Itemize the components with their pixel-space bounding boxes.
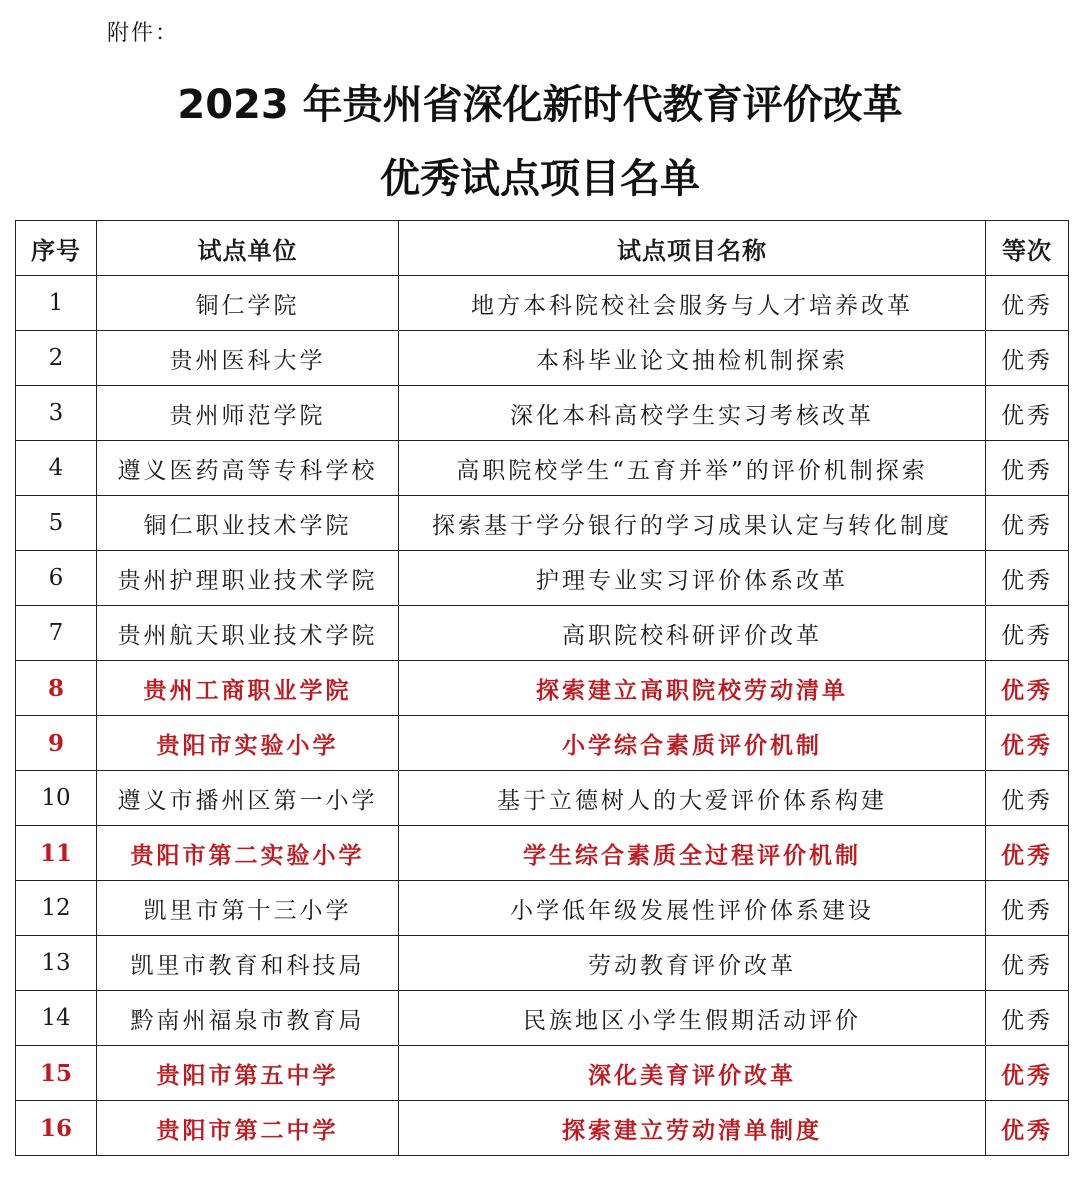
table-body	[16, 276, 1069, 1156]
row-project-name: 民族地区小学生假期活动评价	[399, 991, 986, 1046]
row-pilot-unit: 遵义市播州区第一小学	[97, 771, 399, 826]
table-row	[16, 716, 1069, 771]
table-header-row	[16, 221, 1069, 276]
attachment-label: 附件：	[107, 21, 180, 46]
header-project-name: 试点项目名称	[399, 221, 986, 276]
row-pilot-unit: 遵义医药高等专科学校	[97, 441, 399, 496]
row-pilot-unit: 贵州护理职业技术学院	[97, 551, 399, 606]
row-project-name: 探索建立劳动清单制度	[399, 1101, 986, 1156]
row-pilot-unit: 贵州师范学院	[97, 386, 399, 441]
row-pilot-unit: 贵州工商职业学院	[97, 661, 399, 716]
row-grade: 优秀	[986, 606, 1069, 661]
row-pilot-unit: 贵阳市第二中学	[97, 1101, 399, 1156]
row-project-name: 探索建立高职院校劳动清单	[399, 661, 986, 716]
row-project-name: 基于立德树人的大爱评价体系构建	[399, 771, 986, 826]
row-project-name: 深化美育评价改革	[399, 1046, 986, 1101]
header-serial-number: 序号	[16, 221, 97, 276]
row-serial-number: 12	[16, 881, 97, 936]
row-pilot-unit: 贵州航天职业技术学院	[97, 606, 399, 661]
row-pilot-unit: 凯里市教育和科技局	[97, 936, 399, 991]
row-serial-number: 5	[16, 496, 97, 551]
document-title: 2023 年贵州省深化新时代教育评价改革	[177, 82, 903, 128]
row-project-name: 深化本科高校学生实习考核改革	[399, 386, 986, 441]
row-serial-number: 11	[16, 826, 97, 881]
table-row	[16, 661, 1069, 716]
row-project-name: 学生综合素质全过程评价机制	[399, 826, 986, 881]
row-serial-number: 3	[16, 386, 97, 441]
row-serial-number: 9	[16, 716, 97, 771]
row-pilot-unit: 贵阳市实验小学	[97, 716, 399, 771]
row-serial-number: 15	[16, 1046, 97, 1101]
row-grade: 优秀	[986, 496, 1069, 551]
row-grade: 优秀	[986, 716, 1069, 771]
row-serial-number: 4	[16, 441, 97, 496]
row-serial-number: 2	[16, 331, 97, 386]
row-grade: 优秀	[986, 386, 1069, 441]
row-pilot-unit: 铜仁学院	[97, 276, 399, 331]
row-serial-number: 13	[16, 936, 97, 991]
document-subtitle: 优秀试点项目名单	[380, 156, 700, 202]
header-pilot-unit: 试点单位	[97, 221, 399, 276]
table-row	[16, 551, 1069, 606]
row-pilot-unit: 贵阳市第二实验小学	[97, 826, 399, 881]
table-row	[16, 826, 1069, 881]
row-pilot-unit: 铜仁职业技术学院	[97, 496, 399, 551]
row-project-name: 护理专业实习评价体系改革	[399, 551, 986, 606]
row-project-name: 探索基于学分银行的学习成果认定与转化制度	[399, 496, 986, 551]
row-grade: 优秀	[986, 1046, 1069, 1101]
row-grade: 优秀	[986, 936, 1069, 991]
row-project-name: 地方本科院校社会服务与人才培养改革	[399, 276, 986, 331]
table-row	[16, 606, 1069, 661]
row-serial-number: 16	[16, 1101, 97, 1156]
row-grade: 优秀	[986, 441, 1069, 496]
table-row	[16, 441, 1069, 496]
row-project-name: 小学综合素质评价机制	[399, 716, 986, 771]
row-pilot-unit: 凯里市第十三小学	[97, 881, 399, 936]
table-row	[16, 331, 1069, 386]
row-serial-number: 1	[16, 276, 97, 331]
row-grade: 优秀	[986, 551, 1069, 606]
row-pilot-unit: 贵阳市第五中学	[97, 1046, 399, 1101]
table-row	[16, 276, 1069, 331]
row-grade: 优秀	[986, 331, 1069, 386]
table-row	[16, 496, 1069, 551]
row-grade: 优秀	[986, 991, 1069, 1046]
row-project-name: 劳动教育评价改革	[399, 936, 986, 991]
row-pilot-unit: 黔南州福泉市教育局	[97, 991, 399, 1046]
row-serial-number: 8	[16, 661, 97, 716]
table-row	[16, 1101, 1069, 1156]
table-row	[16, 771, 1069, 826]
table-row	[16, 881, 1069, 936]
table-row	[16, 1046, 1069, 1101]
row-serial-number: 7	[16, 606, 97, 661]
row-grade: 优秀	[986, 771, 1069, 826]
header-grade: 等次	[986, 221, 1069, 276]
row-serial-number: 6	[16, 551, 97, 606]
table-row	[16, 991, 1069, 1046]
row-project-name: 小学低年级发展性评价体系建设	[399, 881, 986, 936]
table-row	[16, 386, 1069, 441]
row-pilot-unit: 贵州医科大学	[97, 331, 399, 386]
row-grade: 优秀	[986, 826, 1069, 881]
row-grade: 优秀	[986, 661, 1069, 716]
row-grade: 优秀	[986, 881, 1069, 936]
pilot-project-table	[15, 220, 1069, 1156]
table-row	[16, 936, 1069, 991]
row-serial-number: 10	[16, 771, 97, 826]
row-project-name: 本科毕业论文抽检机制探索	[399, 331, 986, 386]
row-project-name: 高职院校科研评价改革	[399, 606, 986, 661]
row-grade: 优秀	[986, 276, 1069, 331]
row-grade: 优秀	[986, 1101, 1069, 1156]
row-project-name: 高职院校学生“五育并举”的评价机制探索	[399, 441, 986, 496]
row-serial-number: 14	[16, 991, 97, 1046]
